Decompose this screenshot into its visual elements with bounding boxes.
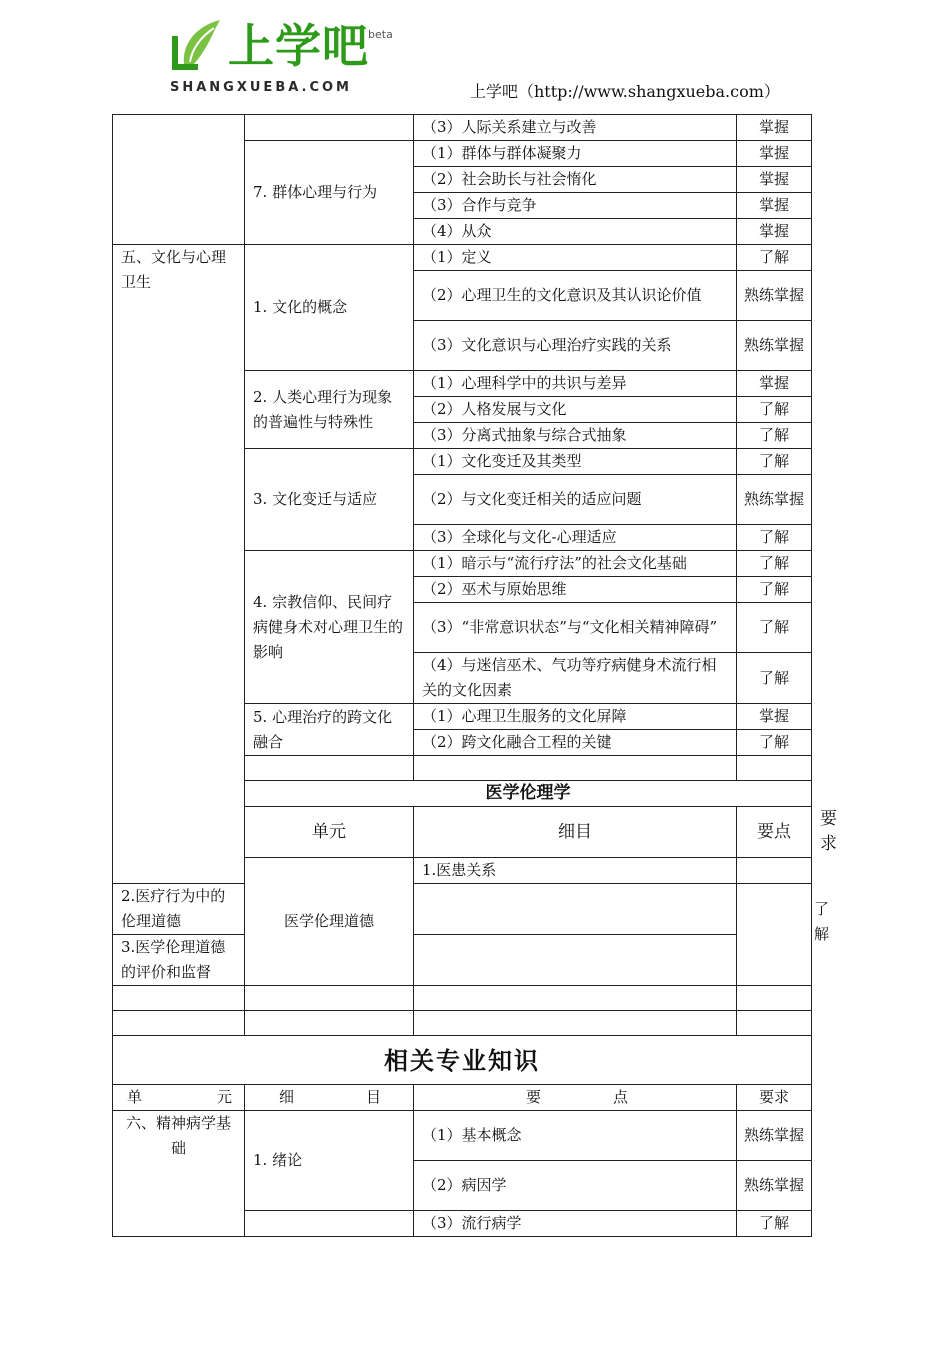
point-cell: （4）从众	[414, 219, 737, 245]
unit-cell: 五、文化与心理卫生	[113, 245, 245, 884]
col-header-unit-b: 元	[216, 1088, 232, 1106]
point-cell: （1）基本概念	[414, 1111, 737, 1161]
point-cell: （3）文化意识与心理治疗实践的关系	[414, 321, 737, 371]
table-row	[113, 1111, 812, 1161]
point-cell: （1）定义	[414, 245, 737, 271]
unit-cell: 六、精神病学基础	[113, 1111, 245, 1237]
logo-subtitle: SHANGXUEBA.COM	[170, 80, 352, 95]
col-header-detail-a: 细	[279, 1088, 295, 1106]
table-row	[113, 935, 812, 986]
req-cell: 熟练掌握	[737, 1111, 812, 1161]
section-title: 医学伦理学	[245, 781, 812, 807]
req-cell: 了解	[737, 397, 812, 423]
point-cell-empty	[414, 935, 737, 986]
empty-cell	[245, 1011, 414, 1036]
detail-cell: 2. 人类心理行为现象的普遍性与特殊性	[245, 371, 414, 449]
col-header-unit-a: 单	[127, 1088, 143, 1106]
detail-cell: 3. 文化变迁与适应	[245, 449, 414, 551]
point-cell-empty	[737, 858, 812, 884]
unit-cell: 医学伦理道德	[245, 858, 414, 986]
point-cell: （1）文化变迁及其类型	[414, 449, 737, 475]
req-cell: 了解	[737, 245, 812, 271]
point-cell: （2）人格发展与文化	[414, 397, 737, 423]
req-cell: 了解	[737, 653, 812, 704]
empty-cell	[737, 986, 812, 1011]
col-header-unit	[113, 1085, 245, 1111]
empty-cell	[113, 1011, 245, 1036]
empty-cell	[414, 986, 737, 1011]
req-cell: 了解	[737, 603, 812, 653]
col-header-point-b: 点	[612, 1088, 628, 1106]
point-cell: （2）心理卫生的文化意识及其认识论价值	[414, 271, 737, 321]
col-header-detail	[245, 1085, 414, 1111]
req-cell: 了解	[737, 551, 812, 577]
point-cell: （3）全球化与文化-心理适应	[414, 525, 737, 551]
req-cell: 了解	[737, 1211, 812, 1237]
col-header-detail-b: 目	[365, 1088, 381, 1106]
logo-beta: beta	[368, 28, 393, 41]
leaf-logo-icon	[168, 18, 224, 76]
point-cell: （1）心理卫生服务的文化屏障	[414, 704, 737, 730]
detail-cell: 7. 群体心理与行为	[245, 141, 414, 245]
req-cell: 了解	[737, 449, 812, 475]
header-row: 单元 细目 要点 要求	[113, 807, 812, 858]
empty-cell	[414, 756, 737, 781]
req-cell: 熟练掌握	[737, 1161, 812, 1211]
empty-cell	[113, 986, 245, 1011]
detail-cell: 5. 心理治疗的跨文化融合	[245, 704, 414, 756]
logo	[168, 16, 408, 100]
site-url-line: 上学吧（http://www.shangxueba.com）	[470, 82, 780, 101]
point-cell: （3）流行病学	[414, 1211, 737, 1237]
table-row-empty	[113, 986, 812, 1011]
empty-cell	[737, 756, 812, 781]
empty-cell	[414, 1011, 737, 1036]
point-cell: （3）“非常意识状态”与“文化相关精神障碍”	[414, 603, 737, 653]
point-cell: （3）分离式抽象与综合式抽象	[414, 423, 737, 449]
point-cell: （2）社会助长与社会惰化	[414, 167, 737, 193]
empty-cell	[245, 986, 414, 1011]
req-cell: 了解	[737, 730, 812, 756]
col-header-detail: 细目	[414, 807, 737, 858]
empty-cell	[737, 1011, 812, 1036]
detail-cell: 1.医患关系	[414, 858, 737, 884]
col-header-point: 要点	[737, 807, 812, 858]
req-cell: 掌握	[737, 704, 812, 730]
table-row	[113, 245, 812, 271]
unit-cell-empty	[113, 115, 245, 245]
point-cell: （3）人际关系建立与改善	[414, 115, 737, 141]
req-cell: 掌握	[737, 193, 812, 219]
big-title-row	[113, 1036, 812, 1085]
col-header-point-a: 要	[526, 1088, 542, 1106]
point-cell: （3）合作与竞争	[414, 193, 737, 219]
point-cell-empty	[414, 884, 737, 935]
req-cell: 掌握	[737, 141, 812, 167]
detail-cell: 2.医疗行为中的伦理道德	[113, 884, 245, 935]
req-cell: 掌握	[737, 115, 812, 141]
point-cell: （2）跨文化融合工程的关键	[414, 730, 737, 756]
col-header-unit: 单元	[245, 807, 414, 858]
header-row	[113, 1085, 812, 1111]
point-cell: （1）暗示与“流行疗法”的社会文化基础	[414, 551, 737, 577]
req-cell: 掌握	[737, 167, 812, 193]
detail-cell: 1. 绪论	[245, 1111, 414, 1211]
point-cell: （4）与迷信巫术、气功等疗病健身术流行相关的文化因素	[414, 653, 737, 704]
detail-cell-empty	[245, 1211, 414, 1237]
detail-cell: 3.医学伦理道德的评价和监督	[113, 935, 245, 986]
point-cell: （2）巫术与原始思维	[414, 577, 737, 603]
req-cell: 熟练掌握	[737, 271, 812, 321]
syllabus-table	[112, 114, 837, 1237]
point-cell: （2）与文化变迁相关的适应问题	[414, 475, 737, 525]
logo-text: 上学吧	[228, 19, 369, 73]
col-header-req: 要求	[737, 1085, 812, 1111]
req-cell: 熟练掌握	[737, 321, 812, 371]
req-cell: 了解	[737, 423, 812, 449]
detail-cell: 1. 文化的概念	[245, 245, 414, 371]
detail-cell: 4. 宗教信仰、民间疗病健身术对心理卫生的影响	[245, 551, 414, 704]
table-row-empty	[113, 1011, 812, 1036]
req-cell: 了解	[737, 577, 812, 603]
req-cell: 熟练掌握	[737, 475, 812, 525]
point-cell: （1）心理科学中的共识与差异	[414, 371, 737, 397]
detail-cell-empty	[245, 115, 414, 141]
req-cell: 掌握	[737, 219, 812, 245]
req-cell: 了解	[737, 525, 812, 551]
point-cell: （1）群体与群体凝聚力	[414, 141, 737, 167]
req-cell: 掌握	[737, 371, 812, 397]
col-header-point	[414, 1085, 737, 1111]
table-row: 医学伦理道德 1.医患关系 了解	[113, 858, 812, 884]
empty-cell	[245, 756, 414, 781]
table-row	[113, 884, 812, 935]
big-section-title: 相关专业知识	[113, 1036, 812, 1085]
point-cell: （2）病因学	[414, 1161, 737, 1211]
table-row	[113, 115, 812, 141]
